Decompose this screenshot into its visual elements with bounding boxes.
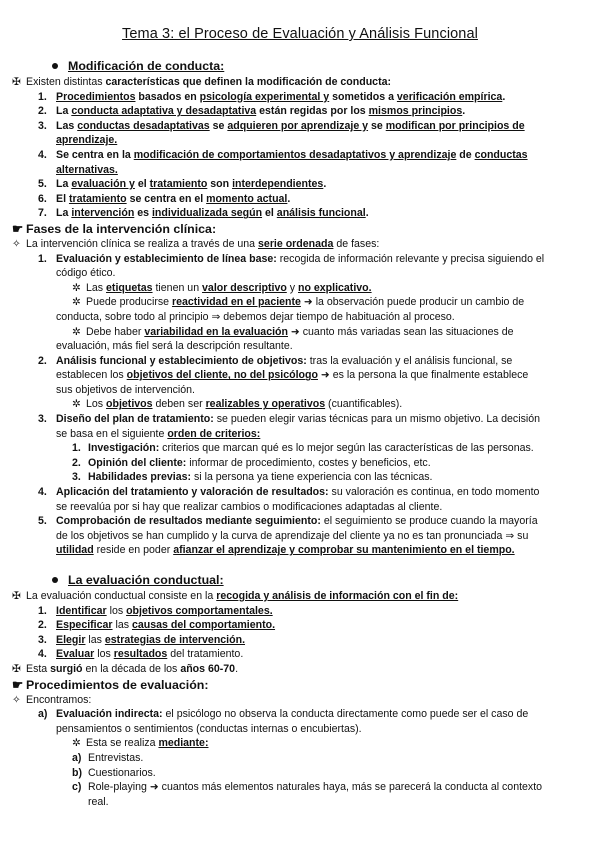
sub-point: ✲ Esta se realiza mediante:: [72, 737, 209, 750]
bullet-icon: [52, 577, 58, 583]
procedure-item: a) Evaluación indirecta: el psicólogo no observa la conducta directamente como puede ser el caso de: [38, 708, 529, 721]
sub-point: ✲ Los objetivos deben ser realizables y operativos (cuantificables).: [72, 398, 403, 411]
phase-item-continuation: utilidad reside en poder afianzar el aprendizaje y comprobar su mantenimiento en el tiempo.: [56, 544, 515, 557]
phase-item: 3. Diseño del plan de tratamiento: se pueden elegir varias técnicas para un mismo objetivo. La decisión: [38, 413, 540, 426]
section-heading-evaluacion: La evaluación conductual:: [12, 572, 590, 588]
method-item: b) Cuestionarios.: [72, 766, 156, 779]
sub-point-continuation: conducta, sobre todo al principio ⇒ debemos dejar tiempo de habituación al proceso.: [56, 310, 455, 323]
procedure-item-continuation: pensamientos o sentimientos (conductas internas o encubiertas).: [56, 722, 362, 735]
intro-line: ✠ Existen distintas características que definen la modificación de conducta:: [12, 76, 392, 88]
phase-item-continuation: establecen los objetivos del cliente, no del psicólogo ➜ es la persona la que finalmente establece: [56, 369, 529, 382]
phase-item-continuation: sus objetivos de intervención.: [56, 383, 195, 396]
method-item: a) Entrevistas.: [72, 751, 144, 764]
intro-line: ✧ La intervención clínica se realiza a través de una serie ordenada de fases:: [12, 237, 380, 250]
phase-item: 2. Análisis funcional y establecimiento de objetivos: tras la evaluación y el análisis funcional, se: [38, 354, 513, 367]
list-item: 2. La conducta adaptativa y desadaptativa están regidas por los mismos principios.: [38, 105, 466, 118]
list-item: 1. Procedimientos basados en psicología experimental y sometidos a verificación empírica.: [38, 90, 506, 103]
pointing-hand-icon: ☛: [12, 677, 24, 692]
phase-item-continuation: se basa en el siguiente orden de criterios:: [56, 427, 261, 440]
method-item: c) Role-playing ➜ cuantos más elementos naturales haya, más se parecerá la conducta al contexto: [72, 781, 543, 794]
list-item: 4. Se centra en la modificación de comportamientos desadaptativos y aprendizaje de conductas: [38, 148, 528, 161]
phase-item: 4. Aplicación del tratamiento y valoración de resultados: su valoración es continua, en todo momento: [38, 486, 540, 499]
criterion-item: 3. Habilidades previas: si la persona ya tiene experiencia con las técnicas.: [72, 471, 433, 484]
diamond-icon: ✧: [12, 237, 21, 250]
phase-item-continuation: de los objetivos se han cumplido y la curva de aprendizaje del cliente ya no es tan pronunciada ⇒ su: [56, 529, 529, 542]
list-item: 6. El tratamiento se centra en el momento actual.: [38, 192, 291, 205]
sub-point: ✲ Debe haber variabilidad en la evaluación ➜ cuanto más variadas sean las situaciones de: [72, 325, 514, 338]
criterion-item: 1. Investigación: criterios que marcan qué es lo mejor según las características de las personas.: [72, 442, 534, 455]
asterisk-icon: ✲: [72, 281, 81, 294]
asterisk-icon: ✲: [72, 398, 81, 411]
list-item: 5. La evaluación y el tratamiento son interdependientes.: [38, 178, 327, 191]
section-heading-fases: ☛ Fases de la intervención clínica:: [12, 221, 217, 236]
list-item: 4. Evaluar los resultados del tratamiento.: [38, 648, 244, 661]
intro-line: ✠ La evaluación conductual consiste en la recogida y análisis de información con el fin de:: [12, 590, 459, 602]
asterisk-icon: ✲: [72, 737, 81, 750]
list-item: 7. La intervención es individualizada según el análisis funcional.: [38, 207, 369, 220]
sub-point: ✲ Puede producirse reactividad en el paciente ➜ la observación puede producir un cambio de: [72, 296, 525, 309]
asterisk-icon: ✲: [72, 325, 81, 338]
sub-point-continuation: evaluación, más fiel será la descripción resultante.: [56, 340, 293, 353]
pointing-hand-icon: ☛: [12, 221, 24, 236]
list-item: 2. Especificar las causas del comportamiento.: [38, 619, 276, 632]
cross-icon: ✠: [12, 76, 21, 88]
phase-item: 1. Evaluación y establecimiento de línea base: recogida de información relevante y precisa siguiendo el: [38, 252, 545, 265]
bullet-icon: [52, 63, 58, 69]
origin-line: ✠ Esta surgió en la década de los años 60-70.: [12, 662, 239, 675]
list-item-continuation: aprendizaje.: [56, 134, 118, 147]
cross-icon: ✠: [12, 590, 21, 602]
list-item-continuation: alternativas.: [56, 163, 118, 176]
section-heading-modificacion: Modificación de conducta:: [12, 58, 590, 74]
spacer: [12, 558, 590, 572]
page-title: Tema 3: el Proceso de Evaluación y Análisis Funcional: [122, 26, 478, 42]
cross-icon: ✠: [12, 662, 21, 675]
section-heading-procedimientos: ☛ Procedimientos de evaluación:: [12, 677, 209, 692]
list-item: 1. Identificar los objetivos comportamentales.: [38, 604, 273, 617]
criterion-item: 2. Opinión del cliente: informar de procedimiento, costes y beneficios, etc.: [72, 456, 431, 469]
sub-point: ✲ Las etiquetas tienen un valor descriptivo y no explicativo.: [72, 281, 372, 294]
phase-item-continuation: se reevalúa por si hay que realizar cambios o modificaciones adaptadas al cliente.: [56, 500, 443, 513]
list-item: 3. Elegir las estrategias de intervención.: [38, 633, 246, 646]
intro-line: ✧ Encontramos:: [12, 693, 92, 706]
document-body: [12, 58, 590, 809]
phase-item: 5. Comprobación de resultados mediante seguimiento: el seguimiento se produce cuando la mayoría: [38, 515, 538, 528]
phase-item-continuation: código ético.: [56, 267, 116, 280]
list-item: 3. Las conductas desadaptativas se adquieren por aprendizaje y se modifican por principios de: [38, 119, 525, 132]
asterisk-icon: ✲: [72, 296, 81, 309]
method-item-continuation: real.: [88, 795, 109, 808]
diamond-icon: ✧: [12, 693, 21, 706]
